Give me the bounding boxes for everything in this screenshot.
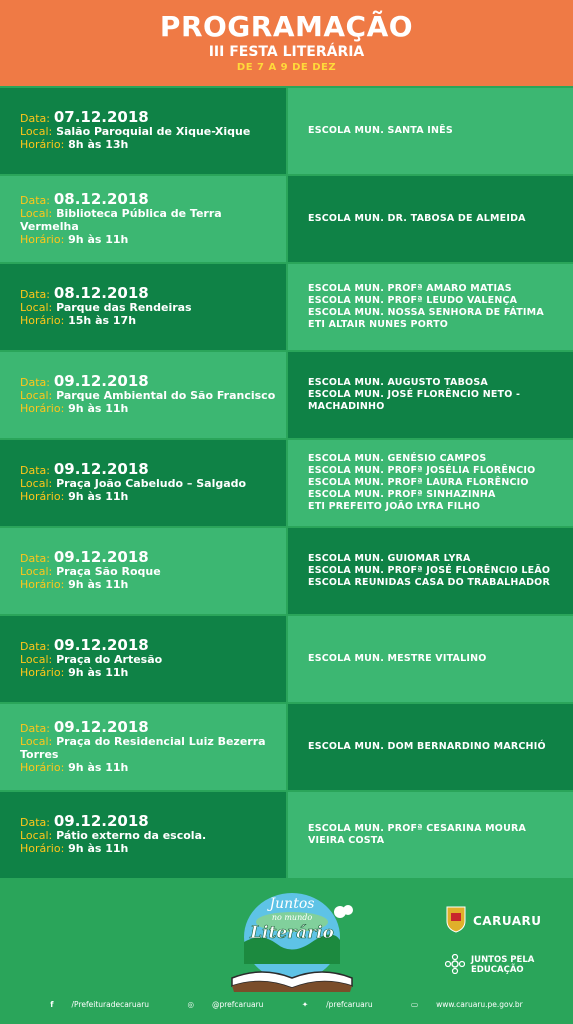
event-location-value: Praça São Roque — [56, 565, 161, 578]
event-time-value: 15h às 17h — [68, 314, 137, 327]
schedule-row — [0, 790, 573, 878]
instagram-handle: @prefcaruaru — [212, 1000, 264, 1009]
event-location-label: Local: — [20, 477, 53, 490]
event-date-line — [20, 372, 276, 390]
event-date-label: Data: — [20, 193, 50, 207]
facebook-handle: /Prefeituradecaruaru — [71, 1000, 150, 1009]
event-date-value: 09.12.2018 — [53, 812, 149, 830]
school-name: ESCOLA MUN. PROFª SINHAZINHA — [308, 489, 496, 500]
event-location-value: Praça João Cabeludo – Salgado — [56, 477, 247, 490]
twitter-icon: ✦ — [301, 1000, 309, 1009]
school-name: ESCOLA MUN. PROFª LAURA FLORÊNCIO — [308, 477, 529, 488]
monitor-icon: ▭ — [410, 1000, 419, 1009]
event-location-label: Local: — [20, 301, 53, 314]
schools-cell — [288, 528, 573, 614]
festival-logo — [222, 882, 362, 997]
event-time-value: 9h às 11h — [68, 578, 129, 591]
page-subtitle: III FESTA LITERÁRIA — [208, 44, 365, 60]
header-banner — [0, 0, 573, 86]
event-date-value: 08.12.2018 — [53, 284, 149, 302]
school-name: ESCOLA MUN. GENÉSIO CAMPOS — [308, 453, 487, 464]
event-details-cell — [0, 704, 286, 790]
event-time-value: 9h às 11h — [68, 842, 129, 855]
flower-icon — [445, 954, 465, 974]
facebook-icon: f — [50, 1000, 54, 1009]
event-date-value: 09.12.2018 — [53, 548, 149, 566]
event-date-value: 08.12.2018 — [53, 189, 149, 208]
event-time-line — [20, 490, 276, 503]
social-twitter[interactable] — [293, 1000, 382, 1009]
event-time-value: 9h às 11h — [68, 402, 129, 415]
event-time-value: 9h às 11h — [68, 490, 129, 503]
event-location-value: Parque das Rendeiras — [56, 301, 192, 314]
schedule-row — [0, 438, 573, 526]
event-time-value: 9h às 11h — [68, 760, 129, 774]
event-details-cell — [0, 264, 286, 350]
event-location-label: Local: — [20, 653, 53, 666]
schools-cell — [288, 352, 573, 438]
schools-cell — [288, 704, 573, 790]
event-time-line — [20, 233, 276, 246]
event-date-line — [20, 189, 276, 208]
schedule-row — [0, 262, 573, 350]
event-date-value: 07.12.2018 — [53, 108, 149, 126]
event-date-value: 09.12.2018 — [53, 460, 149, 478]
event-time-line — [20, 138, 276, 151]
event-time-line — [20, 314, 276, 327]
event-location-label: Local: — [20, 829, 53, 842]
event-time-value: 8h às 13h — [68, 138, 129, 151]
site-url: www.caruaru.pe.gov.br — [436, 1000, 523, 1009]
instagram-icon: ◎ — [187, 1000, 194, 1009]
logo-line1: Juntos — [269, 896, 315, 912]
event-time-label: Horário: — [20, 402, 65, 415]
event-date-line — [20, 284, 276, 302]
event-time-value: 9h às 11h — [68, 666, 129, 679]
city-shield-icon — [445, 905, 467, 933]
event-details-cell — [0, 792, 286, 878]
event-details-cell — [0, 616, 286, 702]
event-date-value: 09.12.2018 — [53, 372, 149, 390]
schools-cell — [288, 176, 573, 262]
schedule-row — [0, 86, 573, 174]
event-time-label: Horário: — [20, 578, 65, 591]
logo-line3: Literário — [250, 923, 334, 943]
event-location-value: Praça do Residencial Luiz Bezerra Torres — [20, 734, 266, 761]
school-name: ESCOLA MUN. JOSÉ FLORÊNCIO NETO - MACHADINHO — [308, 389, 521, 412]
event-location-label: Local: — [20, 206, 53, 220]
event-time-label: Horário: — [20, 314, 65, 327]
school-name: ESCOLA MUN. DR. TABOSA DE ALMEIDA — [308, 213, 526, 224]
school-name: ESCOLA MUN. PROFª LEUDO VALENÇA — [308, 295, 518, 306]
school-name: ESCOLA MUN. PROFª JOSÉ FLORÊNCIO LEÃO — [308, 565, 551, 576]
event-date-value: 09.12.2018 — [53, 636, 149, 654]
event-date-line — [20, 108, 276, 126]
school-name: ETI PREFEITO JOÃO LYRA FILHO — [308, 501, 481, 512]
education-logo — [445, 953, 565, 983]
event-date-label: Data: — [20, 376, 50, 389]
school-name: ESCOLA MUN. MESTRE VITALINO — [308, 653, 487, 664]
logo-line2: no mundo — [271, 913, 313, 922]
event-location-line — [20, 735, 276, 761]
school-name: ESCOLA MUN. PROFª AMARO MATIAS — [308, 283, 512, 294]
school-name: ESCOLA MUN. SANTA INÊS — [308, 125, 453, 136]
event-time-line — [20, 578, 276, 591]
event-date-line — [20, 548, 276, 566]
event-date-label: Data: — [20, 112, 50, 125]
event-time-label: Horário: — [20, 138, 65, 151]
event-date-line — [20, 812, 276, 830]
event-location-value: Biblioteca Pública de Terra Vermelha — [20, 206, 222, 233]
event-date-line — [20, 636, 276, 654]
school-name: ESCOLA REUNIDAS CASA DO TRABALHADOR — [308, 577, 550, 588]
event-details-cell — [0, 176, 286, 262]
schedule-row — [0, 702, 573, 790]
event-location-value: Pátio externo da escola. — [56, 829, 207, 842]
school-name: ESCOLA MUN. AUGUSTO TABOSA — [308, 377, 488, 388]
event-location-line — [20, 207, 276, 233]
event-location-label: Local: — [20, 125, 53, 138]
event-location-value: Parque Ambiental do São Francisco — [56, 389, 276, 402]
school-name: ESCOLA MUN. NOSSA SENHORA DE FÁTIMA — [308, 307, 544, 318]
event-time-label: Horário: — [20, 666, 65, 679]
twitter-handle: /prefcaruaru — [326, 1000, 373, 1009]
event-details-cell — [0, 528, 286, 614]
event-date-label: Data: — [20, 721, 50, 735]
event-location-label: Local: — [20, 565, 53, 578]
schedule-row — [0, 614, 573, 702]
event-date-label: Data: — [20, 816, 50, 829]
event-date-line — [20, 460, 276, 478]
brand-name: CARUARU — [473, 914, 542, 928]
event-location-value: Salão Paroquial de Xique-Xique — [56, 125, 251, 138]
event-date-label: Data: — [20, 464, 50, 477]
event-time-line — [20, 666, 276, 679]
schools-cell — [288, 616, 573, 702]
event-time-line — [20, 842, 276, 855]
event-location-line — [20, 389, 276, 402]
event-location-line — [20, 829, 276, 842]
event-location-line — [20, 565, 276, 578]
social-site[interactable] — [402, 1000, 532, 1009]
event-details-cell — [0, 352, 286, 438]
event-time-line — [20, 402, 276, 415]
caruaru-logo — [445, 905, 565, 935]
event-details-cell — [0, 440, 286, 526]
schools-cell — [288, 264, 573, 350]
social-links — [0, 1000, 573, 1009]
event-date-line — [20, 717, 276, 736]
school-name: ETI ALTAIR NUNES PORTO — [308, 319, 449, 330]
school-name: ESCOLA MUN. DOM BERNARDINO MARCHIÓ — [308, 741, 546, 752]
event-time-label: Horário: — [20, 842, 65, 855]
event-date-value: 09.12.2018 — [53, 717, 149, 736]
event-location-line — [20, 301, 276, 314]
school-name: ESCOLA MUN. PROFª JOSÉLIA FLORÊNCIO — [308, 465, 536, 476]
event-location-line — [20, 125, 276, 138]
page-title: PROGRAMAÇÃO — [159, 10, 414, 43]
event-date-label: Data: — [20, 640, 50, 653]
schools-cell — [288, 440, 573, 526]
event-details-cell — [0, 88, 286, 174]
schedule-row — [0, 350, 573, 438]
event-dates: DE 7 A 9 DE DEZ — [236, 62, 337, 73]
school-name: ESCOLA MUN. GUIOMAR LYRA — [308, 553, 471, 564]
event-time-line — [20, 761, 276, 774]
event-date-label: Data: — [20, 288, 50, 301]
schedule-row — [0, 526, 573, 614]
social-facebook[interactable] — [41, 1000, 158, 1009]
event-date-label: Data: — [20, 552, 50, 565]
social-instagram[interactable] — [178, 1000, 272, 1009]
schools-cell — [288, 88, 573, 174]
schools-cell — [288, 792, 573, 878]
schedule-row — [0, 174, 573, 262]
event-time-label: Horário: — [20, 490, 65, 503]
event-location-label: Local: — [20, 734, 53, 748]
school-name: ESCOLA MUN. PROFª CESARINA MOURA VIEIRA COSTA — [308, 823, 527, 846]
event-time-value: 9h às 11h — [68, 232, 129, 246]
brand-tagline: JUNTOS PELA EDUCAÇÃO — [471, 955, 535, 975]
event-location-line — [20, 653, 276, 666]
event-location-value: Praça do Artesão — [56, 653, 163, 666]
event-time-label: Horário: — [20, 760, 65, 774]
event-time-label: Horário: — [20, 232, 65, 246]
event-location-line — [20, 477, 276, 490]
event-location-label: Local: — [20, 389, 53, 402]
